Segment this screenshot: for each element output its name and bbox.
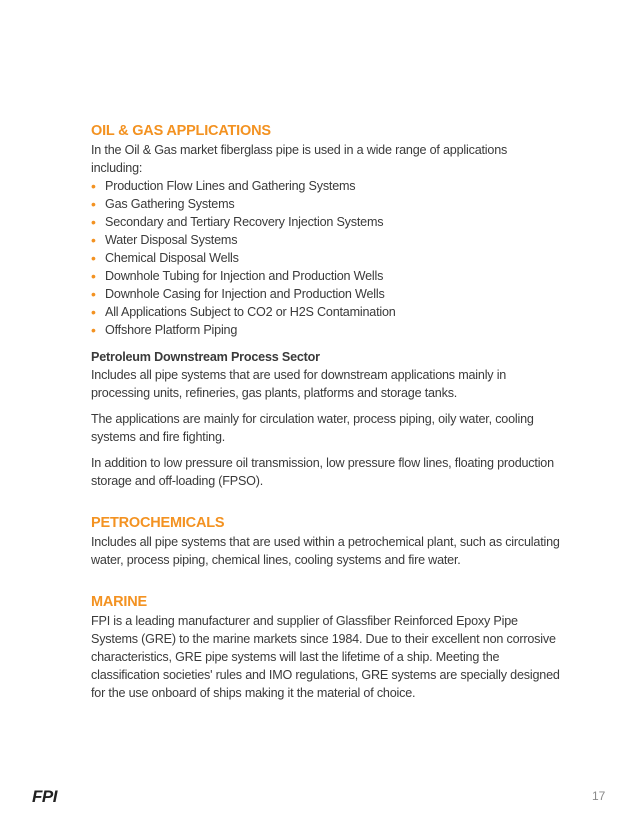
bullet-icon: •	[91, 286, 96, 302]
oil-gas-list-item-label: Gas Gathering Systems	[105, 197, 235, 211]
oil-gas-list-item	[91, 195, 561, 213]
oil-gas-application-list	[91, 177, 561, 339]
page-number: 17	[592, 789, 606, 803]
downstream-paragraph-3: In addition to low pressure oil transmission, low pressure flow lines, floating production storage and off-loading (FPSO).	[91, 456, 554, 488]
oil-gas-heading: OIL & GAS APPLICATIONS	[91, 123, 271, 139]
oil-gas-list-item-label: Downhole Tubing for Injection and Production Wells	[105, 269, 384, 283]
petrochemicals-paragraph: Includes all pipe systems that are used within a petrochemical plant, such as circulating water, process piping, chemical lines, cooling systems and fire water.	[91, 535, 560, 567]
oil-gas-list-item-label: All Applications Subject to CO2 or H2S Contamination	[105, 305, 396, 319]
oil-gas-list-item	[91, 249, 561, 267]
oil-gas-list-item	[91, 267, 561, 285]
downstream-paragraph-2: The applications are mainly for circulation water, process piping, oily water, cooling systems and fire fighting.	[91, 412, 534, 444]
downstream-subheading: Petroleum Downstream Process Sector	[91, 350, 320, 364]
oil-gas-intro: In the Oil & Gas market fiberglass pipe is used in a wide range of applications including:	[91, 143, 508, 175]
marine-paragraph: FPI is a leading manufacturer and supplier of Glassfiber Reinforced Epoxy Pipe Systems (GRE) to the marine markets since 1984. Due to their excellent non corrosive characteristics, GRE pipe systems will last the lifetime of a ship. Meeting the classification societies' rules and IMO regulations, GRE systems are specially designed for the use onboard of ships making it the material of choice.	[91, 614, 560, 700]
oil-gas-list-item	[91, 285, 561, 303]
bullet-icon: •	[91, 250, 96, 266]
bullet-icon: •	[91, 232, 96, 248]
bullet-icon: •	[91, 304, 96, 320]
bullet-icon: •	[91, 322, 96, 338]
oil-gas-list-item	[91, 231, 561, 249]
oil-gas-list-item	[91, 213, 561, 231]
oil-gas-list-item-label: Water Disposal Systems	[105, 233, 238, 247]
oil-gas-list-item-label: Chemical Disposal Wells	[105, 251, 239, 265]
oil-gas-list-item-label: Production Flow Lines and Gathering Systems	[105, 179, 356, 193]
bullet-icon: •	[91, 214, 96, 230]
oil-gas-list-item-label: Downhole Casing for Injection and Production Wells	[105, 287, 385, 301]
oil-gas-list-item	[91, 303, 561, 321]
bullet-icon: •	[91, 196, 96, 212]
oil-gas-list-item	[91, 177, 561, 195]
page-content	[91, 122, 561, 702]
marine-heading: MARINE	[91, 594, 147, 610]
oil-gas-list-item	[91, 321, 561, 339]
petrochemicals-heading: PETROCHEMICALS	[91, 515, 225, 531]
bullet-icon: •	[91, 268, 96, 284]
oil-gas-list-item-label: Offshore Platform Piping	[105, 323, 238, 337]
downstream-paragraph-1: Includes all pipe systems that are used for downstream applications mainly in processing units, refineries, gas plants, platforms and storage tanks.	[91, 368, 507, 400]
fpi-logo: FPI	[32, 787, 57, 806]
bullet-icon: •	[91, 178, 96, 194]
oil-gas-list-item-label: Secondary and Tertiary Recovery Injection Systems	[105, 215, 384, 229]
